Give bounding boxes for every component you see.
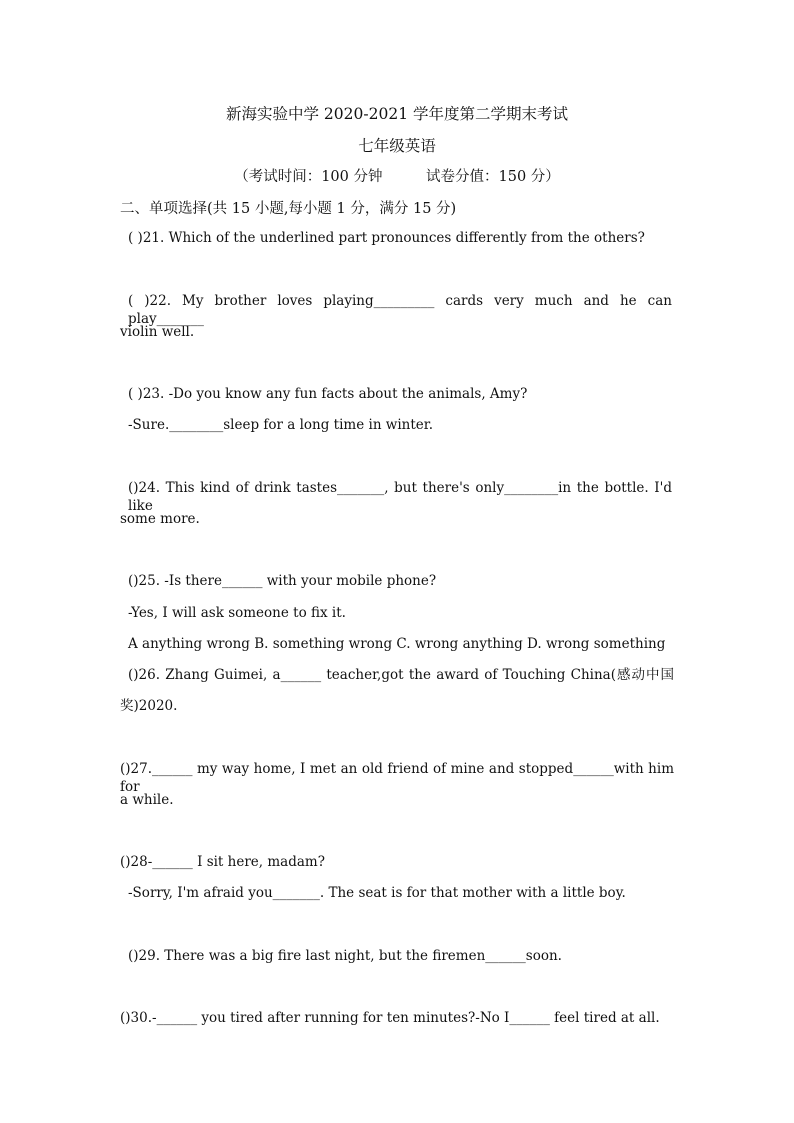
exam-meta: （考试时间：100 分钟 试卷分值：150 分） bbox=[234, 169, 560, 185]
q24-stem-line1: ()24. This kind of drink tastes_______, but there's only________in the bottle. I'd like bbox=[128, 480, 672, 514]
q26-stem-line1: ()26. Zhang Guimei, a______ teacher,got the award of Touching China(感动中国 bbox=[128, 667, 674, 683]
q28-stem-line1: ()28-______ I sit here, madam? bbox=[120, 854, 325, 870]
q21-stem: ( )21. Which of the underlined part pronounces differently from the others? bbox=[128, 230, 645, 246]
q22-stem-line1: ( )22. My brother loves playing_________ cards very much and he can play_______ bbox=[128, 293, 672, 327]
exam-title: 新海实验中学 2020-2021 学年度第二学期末考试 bbox=[226, 105, 568, 123]
q25-stem-line1: ()25. -Is there______ with your mobile phone? bbox=[128, 573, 437, 589]
q26-stem-line2: 奖)2020. bbox=[120, 698, 178, 714]
section-heading: 二、单项选择(共 15 小题,每小题 1 分，满分 15 分) bbox=[120, 201, 457, 217]
q30-stem: ()30.-______ you tired after running for ten minutes?-No I______ feel tired at all. bbox=[120, 1010, 660, 1026]
q24-stem-line2: some more. bbox=[120, 511, 200, 527]
q23-stem-line1: ( )23. -Do you know any fun facts about the animals, Amy? bbox=[128, 386, 528, 402]
q29-stem: ()29. There was a big fire last night, but the firemen______soon. bbox=[128, 948, 562, 964]
q22-stem-line2: violin well. bbox=[120, 324, 195, 340]
q28-stem-line2: -Sorry, I'm afraid you_______. The seat is for that mother with a little boy. bbox=[128, 885, 626, 901]
q27-stem-line1: ()27.______ my way home, I met an old friend of mine and stopped______with him for bbox=[120, 761, 674, 795]
q25-stem-line2: -Yes, I will ask someone to fix it. bbox=[128, 605, 346, 621]
q27-stem-line2: a while. bbox=[120, 792, 174, 808]
q23-stem-line2: -Sure.________sleep for a long time in winter. bbox=[128, 417, 434, 433]
q25-options: A anything wrong B. something wrong C. wrong anything D. wrong something bbox=[128, 636, 666, 652]
exam-subject: 七年级英语 bbox=[358, 137, 436, 155]
